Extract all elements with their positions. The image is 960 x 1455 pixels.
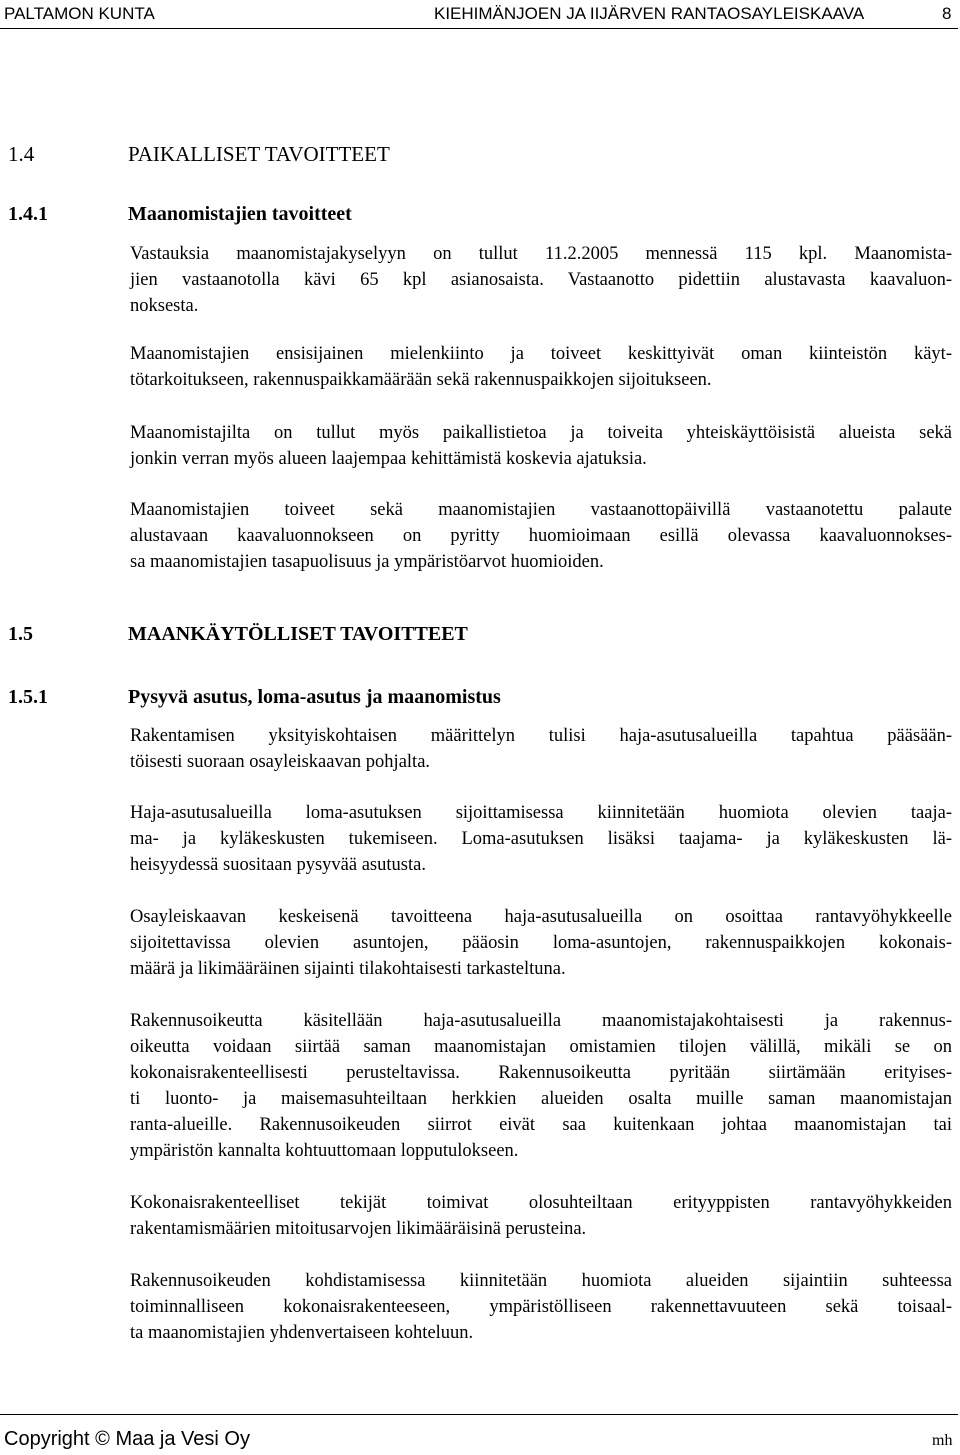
text-line: oikeutta voidaan siirtää saman maanomistajan omistamien tilojen välillä, mikäli se on <box>130 1037 952 1057</box>
section-number: 1.5 <box>8 623 33 645</box>
text-line: Rakennusoikeutta käsitellään haja-asutusalueilla maanomistajakohtaisesti ja rakennus- <box>130 1011 952 1031</box>
text-line: töisesti suoraan osayleiskaavan pohjalta. <box>130 752 431 772</box>
text-line: Haja-asutusalueilla loma-asutuksen sijoittamisessa kiinnitetään huomiota olevien taaja- <box>130 803 952 823</box>
paragraph <box>130 1190 952 1242</box>
text-line: kokonaisrakenteellisesti perusteltavissa. Rakennusoikeutta pyritään siirtämään erityises- <box>130 1063 952 1083</box>
text-line: ranta-alueille. Rakennusoikeuden siirrot eivät saa kuitenkaan johtaa maanomistajan tai <box>130 1115 952 1135</box>
paragraph <box>130 497 952 575</box>
header-rule <box>0 28 958 29</box>
text-line: Vastauksia maanomistajakyselyyn on tullut 11.2.2005 mennessä 115 kpl. Maanomista- <box>130 244 952 264</box>
section-title: PAIKALLISET TAVOITTEET <box>128 142 390 166</box>
text-line: ti luonto- ja maisemasuhteiltaan herkkien alueiden osalta muille saman maanomistajan <box>130 1089 952 1109</box>
footer-copyright: Copyright © Maa ja Vesi Oy <box>4 1428 250 1450</box>
text-line: noksesta. <box>130 296 199 316</box>
section-number: 1.4 <box>8 142 35 166</box>
text-line: Maanomistajilta on tullut myös paikallistietoa ja toiveita yhteiskäyttöisistä alueista sekä <box>130 423 952 443</box>
text-line: määrä ja likimääräinen sijainti tilakohtaisesti tarkasteltuna. <box>130 959 566 979</box>
header-municipality: PALTAMON KUNTA <box>4 4 155 23</box>
footer-initials: mh <box>932 1432 953 1449</box>
text-line: toiminnalliseen kokonaisrakenteeseen, ympäristölliseen rakennettavuuteen sekä toisaal- <box>130 1297 952 1317</box>
text-line: rakentamismäärien mitoitusarvojen likimääräisinä perusteina. <box>130 1219 587 1239</box>
text-line: Maanomistajien toiveet sekä maanomistajien vastaanottopäivillä vastaanotettu palaute <box>130 500 952 520</box>
section-title: MAANKÄYTÖLLISET TAVOITTEET <box>128 623 468 645</box>
text-line: sa maanomistajien tasapuolisuus ja ympäristöarvot huomioiden. <box>130 552 604 572</box>
text-line: Kokonaisrakenteelliset tekijät toimivat olosuhteiltaan erityyppisten rantavyöhykkeiden <box>130 1193 952 1213</box>
paragraph <box>130 904 952 982</box>
paragraph <box>130 800 952 878</box>
section-number: 1.4.1 <box>8 203 48 225</box>
header-document-title: KIEHIMÄNJOEN JA IIJÄRVEN RANTAOSAYLEISKAAVA <box>434 4 865 23</box>
text-line: sijoitettavissa olevien asuntojen, pääosin loma-asuntojen, rakennuspaikkojen kokonais- <box>130 933 952 953</box>
text-line: ma- ja kyläkeskusten tukemiseen. Loma-asutuksen lisäksi taajama- ja kyläkeskusten lä- <box>130 829 952 849</box>
text-line: alustavaan kaavaluonnokseen on pyritty huomioimaan esillä olevassa kaavaluonnokses- <box>130 526 952 546</box>
paragraph <box>130 241 952 319</box>
text-line: ta maanomistajien yhdenvertaiseen kohteluun. <box>130 1323 474 1343</box>
header-page-number: 8 <box>942 4 952 23</box>
footer-rule <box>0 1414 958 1415</box>
section-title: Pysyvä asutus, loma-asutus ja maanomistus <box>128 686 501 708</box>
page-header <box>0 0 960 30</box>
text-line: Rakentamisen yksityiskohtaisen määrittelyn tulisi haja-asutusalueilla tapahtua pääsään- <box>130 726 952 746</box>
section-title: Maanomistajien tavoitteet <box>128 203 352 225</box>
text-line: Osayleiskaavan keskeisenä tavoitteena haja-asutusalueilla on osoittaa rantavyöhykkeelle <box>130 907 952 927</box>
text-line: Maanomistajien ensisijainen mielenkiinto ja toiveet keskittyivät oman kiinteistön käyt- <box>130 344 952 364</box>
text-line: jien vastaanotolla kävi 65 kpl asianosaista. Vastaanotto pidettiin alustavasta kaavaluon- <box>130 270 952 290</box>
paragraph <box>130 1008 952 1164</box>
paragraph <box>130 420 952 472</box>
text-line: jonkin verran myös alueen laajempaa kehittämistä koskevia ajatuksia. <box>130 449 647 469</box>
paragraph <box>130 723 952 775</box>
paragraph <box>130 1268 952 1346</box>
section-number: 1.5.1 <box>8 686 48 708</box>
text-line: heisyydessä suositaan pysyvää asutusta. <box>130 855 426 875</box>
text-line: ympäristön kannalta kohtuuttomaan lopputulokseen. <box>130 1141 519 1161</box>
text-line: tötarkoitukseen, rakennuspaikkamäärään sekä rakennuspaikkojen sijoitukseen. <box>130 370 712 390</box>
text-line: Rakennusoikeuden kohdistamisessa kiinnitetään huomiota alueiden sijaintiin suhteessa <box>130 1271 952 1291</box>
paragraph <box>130 341 952 393</box>
page-footer <box>0 1414 960 1455</box>
